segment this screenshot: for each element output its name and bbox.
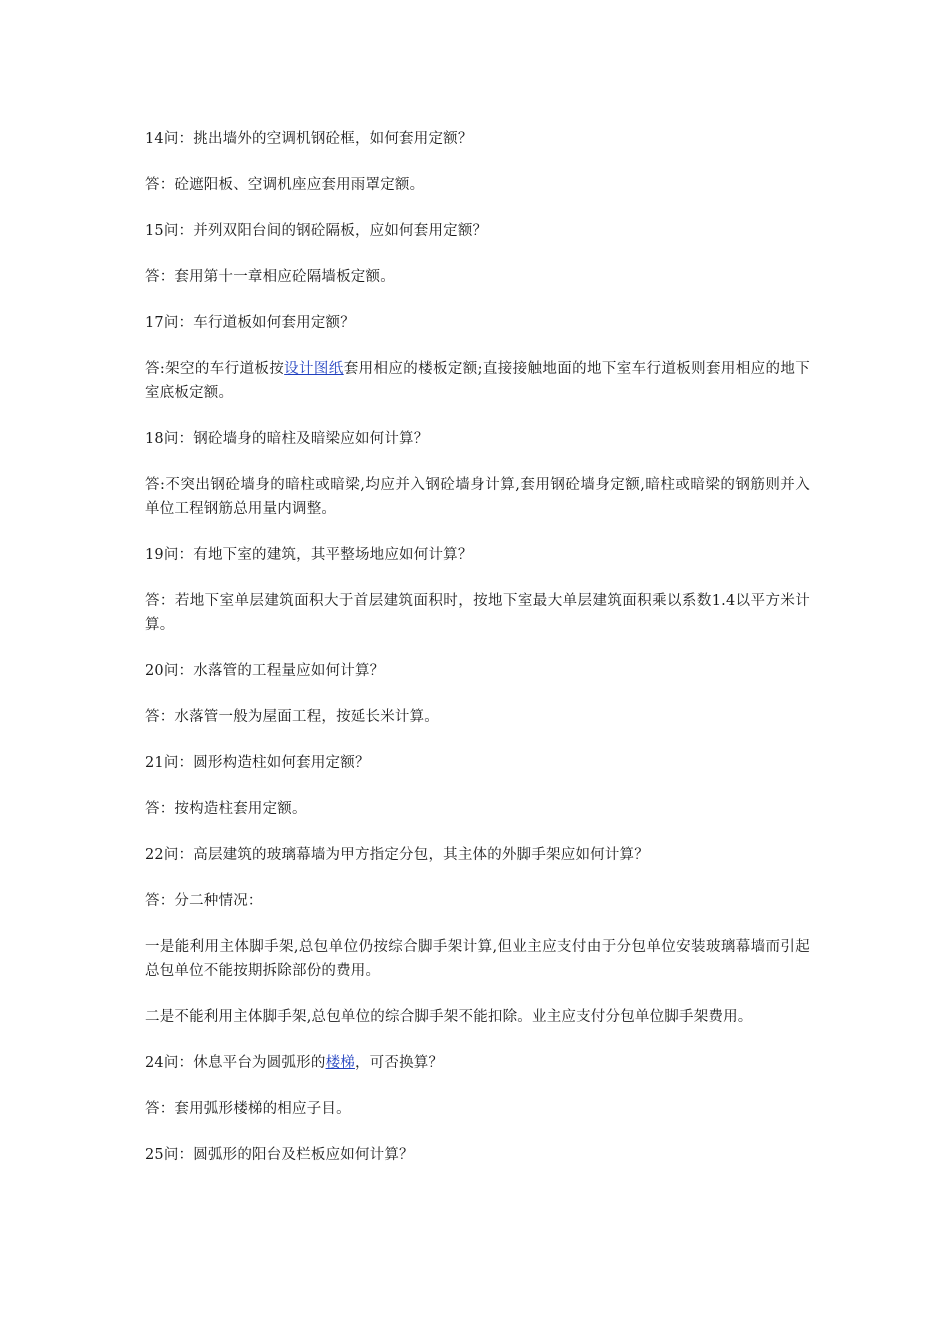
paragraph-text: 17问：车行道板如何套用定额？	[145, 315, 355, 331]
paragraph-text: 答：砼遮阳板、空调机座应套用雨罩定额。	[145, 177, 425, 193]
paragraph-text: 24问：休息平台为圆弧形的	[145, 1055, 326, 1071]
paragraph-text: 15问：并列双阳台间的钢砼隔板，应如何套用定额？	[145, 223, 488, 239]
paragraph-text: 18问：钢砼墙身的暗柱及暗梁应如何计算？	[145, 431, 429, 447]
paragraph-text: 答：水落管一般为屋面工程，按延长米计算。	[145, 709, 439, 725]
document-body	[145, 127, 810, 1189]
paragraph	[145, 173, 810, 197]
paragraph	[145, 751, 810, 775]
paragraph	[145, 427, 810, 451]
paragraph-text: 25问：圆弧形的阳台及栏板应如何计算？	[145, 1147, 414, 1163]
paragraph	[145, 1051, 810, 1075]
paragraph	[145, 705, 810, 729]
paragraph	[145, 659, 810, 683]
paragraph	[145, 797, 810, 821]
paragraph-text: 答：分二种情况：	[145, 893, 263, 909]
paragraph-text: 22问：高层建筑的玻璃幕墙为甲方指定分包，其主体的外脚手架应如何计算？	[145, 847, 649, 863]
link-stairs[interactable]: 楼梯	[325, 1055, 355, 1071]
paragraph-text: 20问：水落管的工程量应如何计算？	[145, 663, 385, 679]
paragraph	[145, 127, 810, 151]
paragraph	[145, 1005, 810, 1029]
paragraph	[145, 589, 810, 637]
paragraph-text: 答:不突出钢砼墙身的暗柱或暗梁,均应并入钢砼墙身计算,套用钢砼墙身定额,暗柱或暗梁的钢筋则并入单位工程钢筋总用量内调整。	[145, 477, 810, 517]
paragraph	[145, 265, 810, 289]
paragraph-text: 一是能利用主体脚手架,总包单位仍按综合脚手架计算,但业主应支付由于分包单位安装玻璃幕墙而引起总包单位不能按期拆除部份的费用。	[145, 939, 810, 979]
paragraph	[145, 357, 810, 405]
paragraph	[145, 473, 810, 521]
paragraph	[145, 1097, 810, 1121]
paragraph	[145, 543, 810, 567]
paragraph-text: 答：套用弧形楼梯的相应子目。	[145, 1101, 351, 1117]
paragraph-text: 答：按构造柱套用定额。	[145, 801, 307, 817]
paragraph-text: ，可否换算？	[354, 1055, 444, 1071]
paragraph-text: 二是不能利用主体脚手架,总包单位的综合脚手架不能扣除。业主应支付分包单位脚手架费用。	[145, 1009, 753, 1025]
paragraph-text: 答:架空的车行道板按	[145, 361, 285, 377]
paragraph-text: 19问：有地下室的建筑，其平整场地应如何计算？	[145, 547, 473, 563]
paragraph-text: 14问：挑出墙外的空调机钢砼框，如何套用定额？	[145, 131, 473, 147]
paragraph	[145, 1143, 810, 1167]
paragraph	[145, 889, 810, 913]
paragraph-text: 答：套用第十一章相应砼隔墙板定额。	[145, 269, 395, 285]
paragraph	[145, 843, 810, 867]
paragraph-text: 答：若地下室单层建筑面积大于首层建筑面积时，按地下室最大单层建筑面积乘以系数1.4以平方米计算。	[145, 593, 810, 633]
paragraph	[145, 219, 810, 243]
paragraph	[145, 935, 810, 983]
paragraph	[145, 311, 810, 335]
paragraph-text: 套用相应的楼板定额;直接接触地面的地下室车行道板则套用相应的地下室底板定额。	[145, 361, 810, 401]
paragraph-text: 21问：圆形构造柱如何套用定额？	[145, 755, 370, 771]
link-design-drawings[interactable]: 设计图纸	[284, 361, 344, 377]
